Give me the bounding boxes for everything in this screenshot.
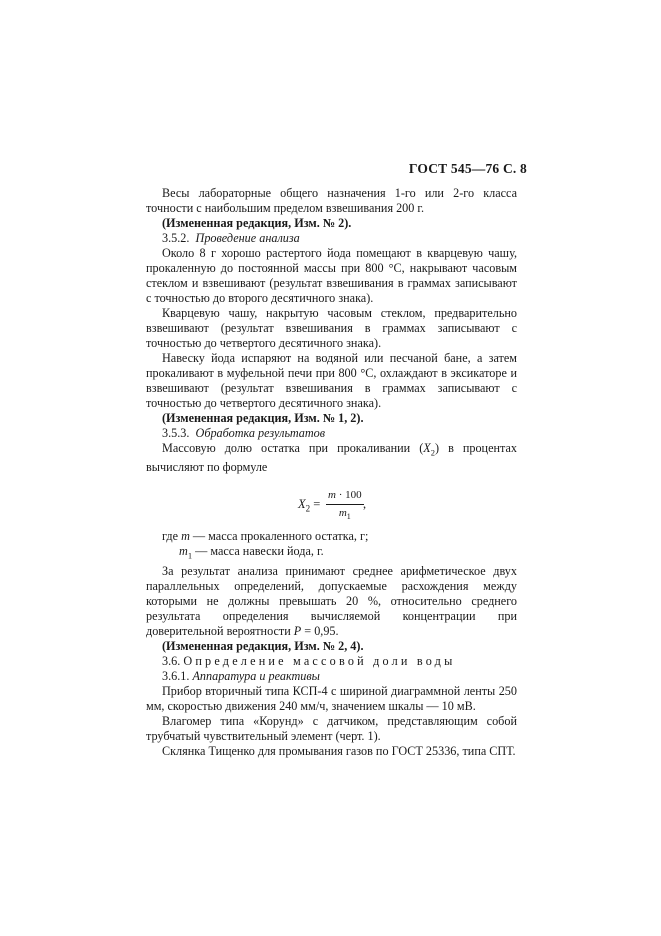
section-number: 3.6.1. bbox=[162, 668, 190, 683]
formula-legend-m1: $m_1$ — масса навески йода, г. bbox=[179, 544, 324, 561]
section-3-6-1-heading bbox=[146, 669, 517, 684]
paragraph-moisture-meter: Влагомер типа «Корунд» с датчиком, представляющим собой трубчатый чувствительный элемент (черт. 1). bbox=[146, 713, 517, 743]
amendment-note-2: (Измененная редакция, Изм. № 1, 2). bbox=[162, 411, 364, 425]
paragraph-instrument: Прибор вторичный типа КСП-4 с шириной диаграммной ленты 250 мм, скоростью движения 240 мм/ч, значением шкалы — 10 мВ. bbox=[146, 683, 517, 713]
paragraph-formula-intro: Массовую долю остатка при прокаливании $(X_2)$ в процентах вычисляют по формуле bbox=[146, 441, 517, 475]
section-title: Проведение анализа bbox=[195, 231, 300, 245]
formula-lhs: $X_2$ = bbox=[298, 497, 321, 514]
formula-numerator: m · 100 bbox=[326, 488, 364, 505]
paragraph-scales: Весы лабораторные общего назначения 1-го или 2-го класса точности с наибольшим пределом взвешивания 200 г. bbox=[146, 186, 517, 215]
paragraph-procedure-2: Кварцевую чашу, накрытую часовым стеклом, предварительно взвешивают (результат взвешивания в граммах записывают с точностью до четвертого десятичного знака). bbox=[146, 306, 517, 350]
paragraph-procedure-1: Около 8 г хорошо растертого йода помещают в кварцевую чашу, прокаленную до постоянной массы при 800 °С, накрывают часовым стеклом и взвешивают (результат взвешивания в граммах записывают с точностью до второго десятичного знака). bbox=[146, 246, 517, 305]
section-number: 3.6. bbox=[162, 653, 181, 668]
document-body bbox=[146, 186, 517, 759]
paragraph-procedure-3: Навеску йода испаряют на водяной или песчаной бане, а затем прокаливают в муфельной печи при 800 °С, охлаждают в эксикаторе и взвешивают (результат взвешивания в граммах записывают с точностью до четвертого десятичного знака). bbox=[146, 351, 517, 410]
section-number: 3.5.3. bbox=[162, 426, 190, 440]
paragraph-result: За результат анализа принимают среднее арифметическое двух параллельных определений, допускаемые расхождения между которыми не должны превышать 20 %, относительно среднего результата определения вычисляемой концентрации при доверительной вероятности P = 0,95. bbox=[146, 563, 517, 638]
amendment-note-1: (Измененная редакция, Изм. № 2). bbox=[162, 216, 352, 230]
section-3-5-2-heading bbox=[146, 231, 517, 246]
amendment-note-3: (Измененная редакция, Изм. № 2, 4). bbox=[162, 638, 364, 653]
section-title: Аппаратура и реактивы bbox=[192, 668, 320, 683]
formula-comma: , bbox=[363, 497, 367, 512]
section-title: Обработка результатов bbox=[195, 426, 326, 440]
formula-denominator: $m_1$ bbox=[338, 507, 351, 522]
section-3-5-3-heading bbox=[146, 426, 517, 441]
page-header: ГОСТ 545—76 С. 8 bbox=[408, 161, 527, 176]
section-3-6-heading bbox=[146, 654, 517, 669]
formula-fraction bbox=[326, 488, 367, 524]
section-number: 3.5.2. bbox=[162, 231, 190, 245]
formula-x2 bbox=[146, 475, 517, 529]
section-title: Определение массовой доли воды bbox=[183, 653, 456, 668]
formula-legend-m: где m — масса прокаленного остатка, г; bbox=[162, 529, 369, 544]
paragraph-flask: Склянка Тищенко для промывания газов по ГОСТ 25336, типа СПТ. bbox=[162, 743, 516, 758]
